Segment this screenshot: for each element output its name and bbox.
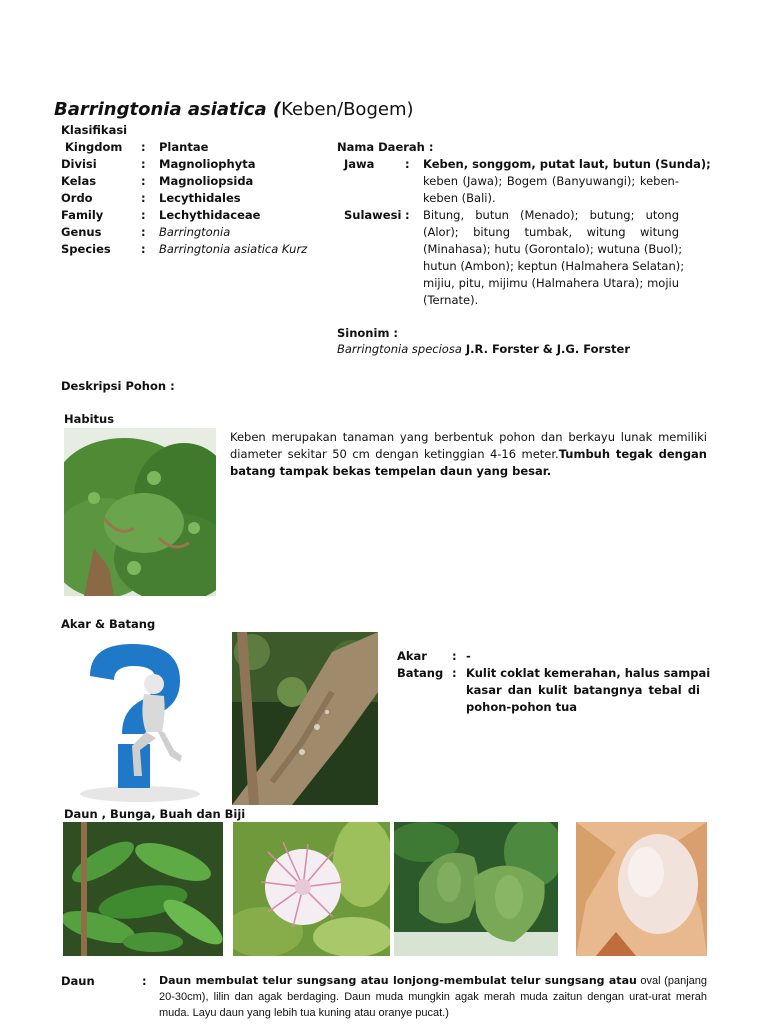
batang-line: Kulit coklat kemerahan, halus sampai [466,666,711,680]
row-value: Barringtonia [159,225,231,239]
leaves-photo [63,822,223,956]
fruit-photo [394,822,558,956]
deskripsi-heading: Deskripsi Pohon : [61,379,175,393]
seed-photo [576,822,707,956]
row-value: Magnoliopsida [159,174,254,188]
batang-line: pohon-pohon tua [466,700,578,714]
row-label: Ordo [61,191,93,205]
batang-sep: : [452,666,457,680]
akar-value: - [466,649,471,663]
klasifikasi-row [61,173,331,190]
row-sep: : [141,242,146,256]
akar-batang-heading: Akar & Batang [61,617,156,631]
tree-trunk-photo [232,632,378,805]
row-sep: : [141,157,146,171]
row-label: Species [61,242,111,256]
sulawesi-line: hutun (Ambon); keptun (Halmahera Selatan); [423,259,685,273]
klasifikasi-row [61,190,331,207]
row-label: Kingdom [65,140,123,154]
sulawesi-line: mijiu, pitu, mijimu (Halmahera Utara); mojiu [423,276,679,290]
row-value: Magnoliophyta [159,157,256,171]
sulawesi-line: Bitung, butun (Menado); butung; utong [423,208,679,222]
klasifikasi-row [61,139,331,156]
jawa-line: keben (Jawa); Bogem (Banyuwangi); keben- [423,174,679,188]
sinonim-heading: Sinonim : [337,326,399,340]
daun-bunga-buah-biji-heading: Daun , Bunga, Buah dan Biji [64,807,246,821]
sinonim-species: Barringtonia speciosa [337,342,462,356]
jawa-sep: : [405,157,410,171]
page-title [54,99,414,121]
flower-photo [233,822,390,956]
daun-text-bold: Daun membulat telur sungsang atau lonjong-membulat telur sungsang atau [159,974,637,987]
row-label: Genus [61,225,102,239]
klasifikasi-row [61,224,331,241]
sulawesi-label: Sulawesi [344,208,402,222]
akar-sep: : [452,649,457,663]
jawa-label: Jawa [344,157,375,171]
row-sep: : [141,140,146,154]
habitus-text [230,429,707,480]
jawa-line: Keben, songgom, putat laut, butun (Sunda); [423,157,711,171]
klasifikasi-row [61,207,331,224]
daun-text [159,973,707,1021]
klasifikasi-table [61,139,331,258]
row-label: Kelas [61,174,97,188]
klasifikasi-row [61,156,331,173]
row-sep: : [141,174,146,188]
row-label: Family [61,208,104,222]
title-species: Barringtonia asiatica [54,99,267,120]
nama-daerah-heading: Nama Daerah : [337,140,434,154]
klasifikasi-heading: Klasifikasi [61,123,128,137]
row-value: Lecythidales [159,191,241,205]
sinonim-value [337,341,630,358]
row-value: Lechythidaceae [159,208,261,222]
sulawesi-line: (Ternate). [423,293,479,307]
habitus-text-normal: Keben merupakan tanaman yang berbentuk pohon dan berkayu lunak memiliki diameter sekitar 50 cm dengan ketinggian 4-16 meter. [230,430,707,461]
batang-label: Batang [397,666,444,680]
question-mark-image [70,636,212,804]
daun-description [159,973,707,1021]
daun-text-normal: oval (panjang 20-30cm), lilin dan agak berdaging. Daun muda mungkin agak merah muda zaitun dengan urat-urat merah muda. Layu daun yang lebih tua kuning atau oranye pucat.) [159,975,707,1019]
row-sep: : [141,225,146,239]
klasifikasi-row [61,241,331,258]
akar-label: Akar [397,649,427,663]
sulawesi-sep: : [405,208,410,222]
daun-sep: : [142,974,147,988]
sulawesi-line: (Alor); bitung tumbak, witung witung [423,225,679,239]
title-common-names: Keben/Bogem) [281,99,414,120]
habitus-tree-photo [64,428,216,596]
jawa-names [423,156,711,207]
title-paren: ( [266,99,282,120]
row-sep: : [141,191,146,205]
sulawesi-names [423,207,685,309]
row-label: Divisi [61,157,97,171]
sinonim-author: J.R. Forster & J.G. Forster [461,342,631,356]
habitus-text-bold: Tumbuh tegak dengan batang tampak bekas tempelan daun yang besar. [230,447,707,478]
habitus-heading: Habitus [64,412,115,426]
habitus-description [230,429,707,480]
row-sep: : [141,208,146,222]
jawa-line: keben (Bali). [423,191,496,205]
daun-label: Daun [61,974,95,988]
sulawesi-line: (Minahasa); hutu (Gorontalo); wutuna (Buol); [423,242,683,256]
row-value: Plantae [159,140,209,154]
batang-line: kasar dan kulit batangnya tebal di [466,683,700,697]
batang-description [466,665,711,716]
row-value: Barringtonia asiatica Kurz [159,242,308,256]
